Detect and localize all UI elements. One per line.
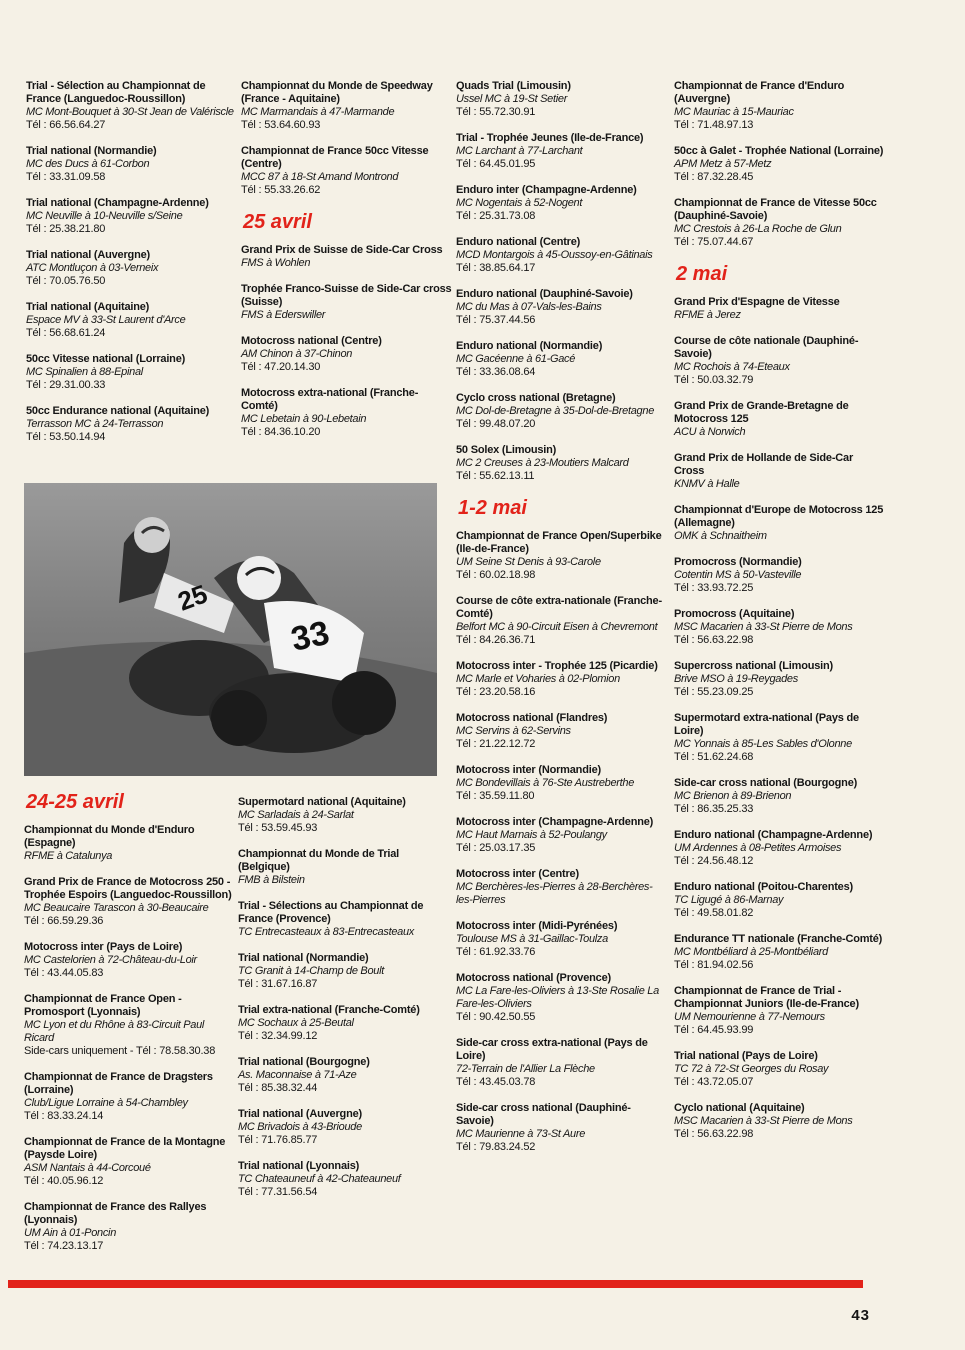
column-2-bottom [238,796,450,1212]
event-entry [674,933,886,972]
event-phone: Tél : 49.58.01.82 [674,907,754,919]
event-title: Motocross national (Provence) [456,972,611,984]
event-club: APM Metz à 57-Metz [674,158,772,170]
event-phone: Tél : 56.63.22.98 [674,634,754,646]
event-title: Trial - Sélection au Championnat de France (Languedoc-Roussillon) [26,80,206,105]
event-entry [456,712,668,751]
event-entry [26,301,238,340]
event-entry [238,796,450,835]
column-1-bottom [24,788,236,1266]
event-entry [238,1004,450,1043]
event-club: MC La Fare-les-Oliviers à 13-Ste Rosalie La Fare-les-Oliviers [456,985,659,1010]
event-title: Championnat du Monde d'Enduro (Espagne) [24,824,195,849]
event-entry [456,530,668,582]
event-entry [241,244,453,270]
event-club: FMS à Ederswiller [241,309,326,321]
event-title: Side-car cross national (Dauphiné-Savoie) [456,1102,631,1127]
event-title: Championnat de France 50cc Vitesse (Centre) [241,145,429,170]
event-title: Trophée Franco-Suisse de Side-Car cross (Suisse) [241,283,452,308]
event-phone: Tél : 55.33.26.62 [241,184,321,196]
event-title: Motocross inter (Centre) [456,868,579,880]
event-club: RFME à Jerez [674,309,741,321]
event-club: MSC Macarien à 33-St Pierre de Mons [674,621,853,633]
event-club: MC Spinalien à 88-Epinal [26,366,143,378]
event-phone: Tél : 90.42.50.55 [456,1011,536,1023]
event-phone: Tél : 60.02.18.98 [456,569,536,581]
event-entry [674,1102,886,1141]
event-title: Championnat d'Europe de Motocross 125 (Allemagne) [674,504,884,529]
event-club: MC Crestois à 26-La Roche de Glun [674,223,842,235]
event-club: MC Marle et Voharies à 02-Plomion [456,673,620,685]
event-entry [674,504,886,543]
event-club: ASM Nantais à 44-Corcoué [24,1162,151,1174]
event-title: Trial national (Auvergne) [238,1108,362,1120]
event-title: Endurance TT nationale (Franche-Comté) [674,933,883,945]
event-club: UM Ain à 01-Poncin [24,1227,117,1239]
event-club: MC Montbéliard à 25-Montbéliard [674,946,828,958]
event-club: AM Chinon à 37-Chinon [241,348,353,360]
event-title: Trial national (Normandie) [26,145,157,157]
event-title: Trial national (Normandie) [238,952,369,964]
event-entry [456,444,668,483]
event-club: MC Beaucaire Tarascon à 30-Beaucaire [24,902,209,914]
event-phone: Tél : 79.83.24.52 [456,1141,536,1153]
event-title: Grand Prix de Grande-Bretagne de Motocross 125 [674,400,849,425]
event-club: Ussel MC à 19-St Setier [456,93,568,105]
event-club: MC Lyon et du Rhône à 83-Circuit Paul Ricard [24,1019,205,1044]
event-entry [241,145,453,197]
event-title: Trial national (Lyonnais) [238,1160,360,1172]
event-phone: Tél : 43.45.03.78 [456,1076,536,1088]
event-entry [674,985,886,1037]
event-entry [241,80,453,132]
event-club: MC Yonnais à 85-Les Sables d'Olonne [674,738,852,750]
event-phone: Tél : 43.72.05.07 [674,1076,754,1088]
event-entry [674,777,886,816]
event-entry [456,392,668,431]
event-title: Trial national (Aquitaine) [26,301,150,313]
motorcycle-race-photo [24,483,437,776]
event-club: MC 2 Creuses à 23-Moutiers Malcard [456,457,629,469]
event-phone: Tél : 85.38.32.44 [238,1082,318,1094]
event-phone: Tél : 99.48.07.20 [456,418,536,430]
event-title: Championnat de France Open - Promosport (Lyonnais) [24,993,182,1018]
event-phone: Tél : 55.23.09.25 [674,686,754,698]
event-phone: Tél : 71.48.97.13 [674,119,754,131]
event-entry [456,80,668,119]
event-club: Espace MV à 33-St Laurent d'Arce [26,314,186,326]
event-phone: Tél : 70.05.76.50 [26,275,106,287]
event-phone: Tél : 55.62.13.11 [456,470,535,482]
date-heading: 25 avril [243,211,312,233]
event-title: Championnat de France de Trial - Championnat Juniors (Ile-de-France) [674,985,859,1010]
event-entry [456,1037,668,1089]
event-entry [456,920,668,959]
event-entry [456,972,668,1024]
event-title: Grand Prix de France de Motocross 250 - Trophée Espoirs (Languedoc-Roussillon) [24,876,232,901]
event-entry [238,848,450,887]
event-phone: Tél : 31.67.16.87 [238,978,318,990]
event-title: Supercross national (Limousin) [674,660,834,672]
event-club: MC Brienon à 89-Brienon [674,790,792,802]
event-club: MC des Ducs à 61-Corbon [26,158,150,170]
event-entry [456,868,668,907]
event-club: MSC Macarien à 33-St Pierre de Mons [674,1115,853,1127]
event-title: 50cc Vitesse national (Lorraine) [26,353,186,365]
event-phone: Tél : 84.26.36.71 [456,634,536,646]
event-entry [24,876,236,928]
event-club: TC 72 à 72-St Georges du Rosay [674,1063,829,1075]
event-club: MC Larchant à 77-Larchant [456,145,583,157]
event-entry [674,335,886,387]
event-club: TC Entrecasteaux à 83-Entrecasteaux [238,926,414,938]
event-title: Motocross inter (Midi-Pyrénées) [456,920,618,932]
event-title: Championnat du Monde de Trial (Belgique) [238,848,400,873]
event-phone: Tél : 77.31.56.54 [238,1186,318,1198]
event-phone: Tél : 43.44.05.83 [24,967,104,979]
event-phone: Tél : 71.76.85.77 [238,1134,318,1146]
event-title: Grand Prix de Suisse de Side-Car Cross [241,244,443,256]
event-club: TC Ligugé à 86-Marnay [674,894,784,906]
event-entry [674,712,886,764]
event-club: MC Lebetain à 90-Lebetain [241,413,367,425]
event-entry [26,353,238,392]
event-club: UM Seine St Denis à 93-Carole [456,556,601,568]
event-entry [456,764,668,803]
event-entry [674,452,886,491]
event-entry [674,608,886,647]
event-entry [674,80,886,132]
event-title: Side-car cross national (Bourgogne) [674,777,858,789]
event-phone: Tél : 40.05.96.12 [24,1175,104,1187]
event-title: Championnat de France de Dragsters (Lorraine) [24,1071,213,1096]
event-club: MC Sochaux à 25-Beutal [238,1017,354,1029]
event-phone: Tél : 35.59.11.80 [456,790,535,802]
rider-number-25: 25 [173,578,212,617]
date-heading: 1-2 mai [458,497,527,519]
page-number: 43 [851,1307,870,1324]
event-club: Toulouse MS à 31-Gaillac-Toulza [456,933,608,945]
event-phone: Tél : 53.59.45.93 [238,822,318,834]
event-club: 72-Terrain de l'Allier La Flèche [456,1063,595,1075]
event-title: Championnat de France d'Enduro (Auvergne) [674,80,845,105]
event-club: MCC 87 à 18-St Amand Montrond [241,171,399,183]
event-entry [456,132,668,171]
event-title: Grand Prix d'Espagne de Vitesse [674,296,840,308]
event-club: UM Ardennes à 08-Petites Armoises [674,842,842,854]
event-phone: Tél : 66.56.64.27 [26,119,106,131]
event-title: Cyclo national (Aquitaine) [674,1102,805,1114]
event-club: MC Brivadois à 43-Brioude [238,1121,362,1133]
event-club: UM Nemourienne à 77-Nemours [674,1011,825,1023]
date-heading: 24-25 avril [26,791,124,813]
event-phone: Tél : 75.07.44.67 [674,236,754,248]
event-title: Course de côte nationale (Dauphiné-Savoie) [674,335,859,360]
event-club: MC Mont-Bouquet à 30-St Jean de Valériscle [26,106,234,118]
event-entry [456,816,668,855]
event-entry [24,1136,236,1188]
event-entry [456,340,668,379]
event-entry [456,595,668,647]
event-club: TC Granit à 14-Champ de Boult [238,965,384,977]
event-phone: Tél : 47.20.14.30 [241,361,321,373]
event-entry [674,197,886,249]
event-title: Enduro national (Dauphiné-Savoie) [456,288,633,300]
event-entry [241,335,453,374]
event-club: MC Bondevillais à 76-Ste Austreberthe [456,777,635,789]
event-club: ATC Montluçon à 03-Verneix [26,262,159,274]
event-phone: Tél : 75.37.44.56 [456,314,536,326]
event-phone: Tél : 56.68.61.24 [26,327,106,339]
event-phone: Tél : 56.63.22.98 [674,1128,754,1140]
event-entry [26,405,238,444]
bottom-red-bar [8,1280,863,1288]
event-entry [26,249,238,288]
event-entry [238,900,450,939]
event-entry [24,824,236,863]
event-club: MC du Mas à 07-Vals-les-Bains [456,301,602,313]
event-club: MC Servins à 62-Servins [456,725,571,737]
event-phone: Tél : 61.92.33.76 [456,946,536,958]
event-entry [674,660,886,699]
event-title: Enduro national (Poitou-Charentes) [674,881,853,893]
event-entry [26,145,238,184]
event-entry [456,236,668,275]
event-entry [24,941,236,980]
event-entry [456,184,668,223]
event-phone: Tél : 83.33.24.14 [24,1110,104,1122]
event-entry [24,993,236,1058]
event-entry [26,80,238,132]
event-title: Trial national (Champagne-Ardenne) [26,197,209,209]
event-club: MC Sarladais à 24-Sarlat [238,809,354,821]
event-phone: Tél : 33.36.08.64 [456,366,536,378]
event-entry [674,556,886,595]
event-title: Promocross (Normandie) [674,556,802,568]
event-entry [674,1050,886,1089]
event-phone: Tél : 84.36.10.20 [241,426,321,438]
event-club: As. Maconnaise à 71-Aze [238,1069,357,1081]
event-entry [674,145,886,184]
event-title: Trial - Sélections au Championnat de France (Provence) [238,900,424,925]
event-title: Championnat de France de la Montagne (Paysde Loire) [24,1136,226,1161]
event-phone: Tél : 53.50.14.94 [26,431,106,443]
event-phone: Tél : 24.56.48.12 [674,855,754,867]
event-title: Enduro national (Centre) [456,236,581,248]
event-entry [674,400,886,439]
event-club: Brive MSO à 19-Reygades [674,673,798,685]
event-title: Trial - Trophée Jeunes (Ile-de-France) [456,132,644,144]
event-entry [674,296,886,322]
event-phone: Tél : 74.23.13.17 [24,1240,104,1252]
event-phone: Tél : 25.38.21.80 [26,223,106,235]
event-entry [241,387,453,439]
event-entry [24,1071,236,1123]
event-club: MC Gacéenne à 61-Gacé [456,353,576,365]
event-note: Side-cars uniquement - Tél : 78.58.30.38 [24,1045,216,1057]
event-club: TC Chateauneuf à 42-Chateauneuf [238,1173,401,1185]
event-phone: Tél : 81.94.02.56 [674,959,754,971]
rider-number-33: 33 [287,613,333,659]
event-club: MC Berchères-les-Pierres à 28-Berchères-les-Pierres [456,881,653,906]
event-phone: Tél : 55.72.30.91 [456,106,536,118]
event-title: Side-car cross extra-national (Pays de Loire) [456,1037,648,1062]
event-title: Motocross inter (Normandie) [456,764,601,776]
event-entry [238,1160,450,1199]
column-4 [674,80,886,1154]
event-title: Supermotard national (Aquitaine) [238,796,406,808]
event-phone: Tél : 86.35.25.33 [674,803,754,815]
event-club: RFME à Catalunya [24,850,113,862]
event-phone: Tél : 66.59.29.36 [24,915,104,927]
event-club: MC Marmandais à 47-Marmande [241,106,395,118]
event-phone: Tél : 33.31.09.58 [26,171,106,183]
column-3 [456,80,668,1167]
event-title: Quads Trial (Limousin) [456,80,571,92]
event-title: Trial national (Auvergne) [26,249,150,261]
event-phone: Tél : 51.62.24.68 [674,751,754,763]
event-phone: Tél : 33.93.72.25 [674,582,754,594]
event-club: MC Neuville à 10-Neuville s/Seine [26,210,183,222]
event-phone: Tél : 21.22.12.72 [456,738,536,750]
event-title: Enduro national (Champagne-Ardenne) [674,829,873,841]
event-title: Championnat de France des Rallyes (Lyonnais) [24,1201,207,1226]
event-club: Club/Ligue Lorraine à 54-Chambley [24,1097,188,1109]
event-club: ACU à Norwich [674,426,746,438]
event-title: 50cc Endurance national (Aquitaine) [26,405,210,417]
event-title: 50 Solex (Limousin) [456,444,557,456]
event-entry [456,660,668,699]
event-club: MCD Montargois à 45-Oussoy-en-Gâtinais [456,249,653,261]
event-title: Motocross inter (Pays de Loire) [24,941,183,953]
event-phone: Tél : 53.64.60.93 [241,119,321,131]
event-title: Grand Prix de Hollande de Side-Car Cross [674,452,854,477]
event-club: MC Dol-de-Bretagne à 35-Dol-de-Bretagne [456,405,655,417]
column-2-top [241,80,453,452]
event-phone: Tél : 25.31.73.08 [456,210,536,222]
event-title: Enduro inter (Champagne-Ardenne) [456,184,637,196]
event-entry [26,197,238,236]
event-phone: Tél : 25.03.17.35 [456,842,536,854]
event-title: Motocross inter (Champagne-Ardenne) [456,816,654,828]
event-title: Motocross national (Centre) [241,335,382,347]
event-club: MC Castelorien à 72-Château-du-Loir [24,954,197,966]
event-title: Motocross extra-national (Franche-Comté) [241,387,419,412]
event-entry [238,952,450,991]
event-club: Terrasson MC à 24-Terrasson [26,418,164,430]
event-entry [24,1201,236,1253]
event-title: 50cc à Galet - Trophée National (Lorraine) [674,145,884,157]
event-title: Championnat de France Open/Superbike (Ile-de-France) [456,530,662,555]
event-club: OMK à Schnaitheim [674,530,767,542]
event-entry [241,283,453,322]
event-title: Cyclo cross national (Bretagne) [456,392,616,404]
event-club: MC Haut Marnais à 52-Poulangy [456,829,607,841]
event-phone: Tél : 32.34.99.12 [238,1030,318,1042]
event-club: MC Maurienne à 73-St Aure [456,1128,586,1140]
event-entry [456,1102,668,1154]
event-club: MC Nogentais à 52-Nogent [456,197,583,209]
event-club: MC Rochois à 74-Eteaux [674,361,790,373]
event-entry [456,288,668,327]
event-phone: Tél : 64.45.93.99 [674,1024,754,1036]
event-title: Course de côte extra-nationale (Franche-Comté) [456,595,662,620]
event-title: Enduro national (Normandie) [456,340,603,352]
event-phone: Tél : 50.03.32.79 [674,374,754,386]
event-club: FMS à Wohlen [241,257,311,269]
event-title: Trial extra-national (Franche-Comté) [238,1004,420,1016]
event-club: KNMV à Halle [674,478,740,490]
event-club: FMB à Bilstein [238,874,305,886]
event-entry [674,829,886,868]
event-club: Cotentin MS à 50-Vasteville [674,569,802,581]
event-title: Trial national (Bourgogne) [238,1056,370,1068]
event-entry [238,1056,450,1095]
event-club: MC Mauriac à 15-Mauriac [674,106,794,118]
date-heading: 2 mai [676,263,728,285]
event-entry [238,1108,450,1147]
column-1-top [26,80,238,457]
event-phone: Tél : 38.85.64.17 [456,262,536,274]
event-phone: Tél : 29.31.00.33 [26,379,106,391]
event-title: Championnat de France de Vitesse 50cc (Dauphiné-Savoie) [674,197,877,222]
event-club: Belfort MC à 90-Circuit Eisen à Chevremont [456,621,658,633]
event-title: Supermotard extra-national (Pays de Loire) [674,712,859,737]
event-phone: Tél : 87.32.28.45 [674,171,754,183]
event-phone: Tél : 23.20.58.16 [456,686,536,698]
event-title: Motocross national (Flandres) [456,712,608,724]
event-entry [674,881,886,920]
event-title: Promocross (Aquitaine) [674,608,795,620]
event-phone: Tél : 64.45.01.95 [456,158,536,170]
event-title: Trial national (Pays de Loire) [674,1050,818,1062]
event-title: Motocross inter - Trophée 125 (Picardie) [456,660,658,672]
event-title: Championnat du Monde de Speedway (France - Aquitaine) [241,80,433,105]
